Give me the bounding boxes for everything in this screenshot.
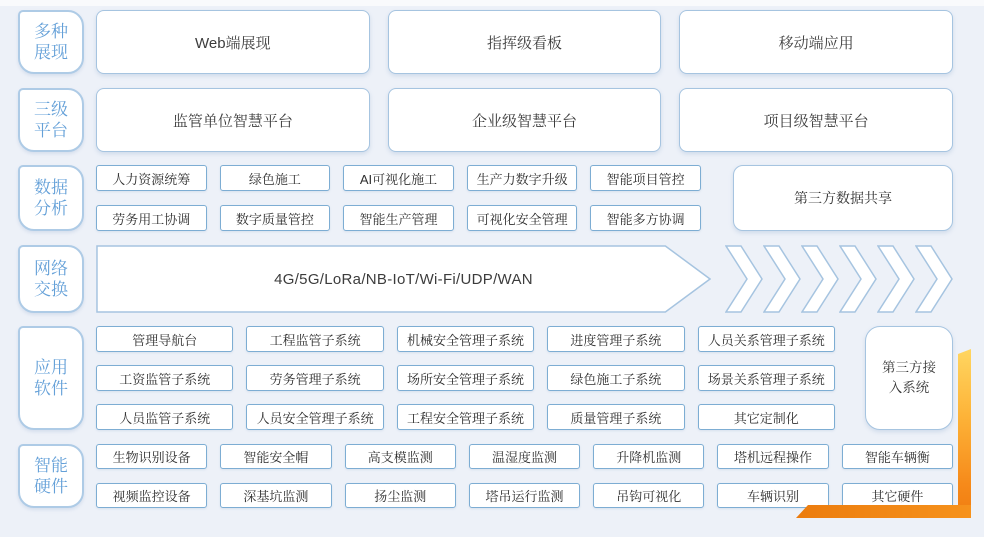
analysis-row-content — [96, 165, 953, 231]
hardware-device-item: 深基坑监测 — [220, 483, 331, 508]
row-label-data-analysis — [18, 165, 84, 231]
display-row-content — [96, 10, 953, 74]
software-subsystem-item: 绿色施工子系统 — [547, 365, 684, 391]
hardware-device-item: 智能安全帽 — [220, 444, 331, 469]
project-platform-box: 项目级智慧平台 — [679, 88, 953, 152]
row-label-text: 应用软件 — [34, 357, 68, 398]
row-label-multi-display — [18, 10, 84, 74]
highlight-bracket-horizontal — [796, 505, 971, 518]
hardware-device-item: 升降机监测 — [593, 444, 704, 469]
analysis-items-grid — [96, 165, 701, 231]
row-label-text: 网络交换 — [34, 258, 68, 299]
row-three-level-platform — [18, 88, 953, 152]
network-protocols-band — [96, 245, 711, 313]
analysis-capability-item: 智能项目管控 — [590, 165, 701, 191]
analysis-capability-item: 绿色施工 — [220, 165, 331, 191]
analysis-capability-item: 劳务用工协调 — [96, 205, 207, 231]
third-party-data-sharing-box: 第三方数据共享 — [733, 165, 953, 231]
web-display-box: Web端展现 — [96, 10, 370, 74]
hardware-items-grid — [96, 444, 953, 508]
row-network-exchange — [18, 245, 953, 313]
mobile-app-box: 移动端应用 — [679, 10, 953, 74]
hardware-row-content — [96, 444, 953, 508]
software-subsystem-item: 其它定制化 — [698, 404, 835, 430]
platform-row-content — [96, 88, 953, 152]
regulator-platform-box: 监管单位智慧平台 — [96, 88, 370, 152]
analysis-capability-item: 数字质量管控 — [220, 205, 331, 231]
software-subsystem-item: 工程安全管理子系统 — [397, 404, 534, 430]
hardware-device-item: 车辆识别 — [717, 483, 828, 508]
hardware-device-item: 塔机远程操作 — [717, 444, 828, 469]
chevron-right-icon — [763, 245, 801, 313]
third-party-access-text: 第三方接入系统 — [882, 359, 936, 395]
chevron-right-icon — [915, 245, 953, 313]
third-party-access-box — [865, 326, 953, 430]
software-row-content — [96, 326, 953, 430]
software-subsystem-item: 机械安全管理子系统 — [397, 326, 534, 352]
network-protocols-text: 4G/5G/LoRa/NB-IoT/Wi-Fi/UDP/WAN — [274, 270, 533, 288]
software-subsystem-item: 工资监管子系统 — [96, 365, 233, 391]
highlight-bracket-vertical — [958, 349, 971, 518]
hardware-device-item: 扬尘监测 — [345, 483, 456, 508]
row-multi-display — [18, 10, 953, 74]
row-intelligent-hardware — [18, 444, 953, 508]
network-row-content — [96, 245, 953, 313]
analysis-capability-item: AI可视化施工 — [343, 165, 454, 191]
row-label-network-exchange — [18, 245, 84, 313]
analysis-capability-item: 智能多方协调 — [590, 205, 701, 231]
analysis-capability-item: 智能生产管理 — [343, 205, 454, 231]
chevron-right-icon — [725, 245, 763, 313]
chevron-right-icon — [801, 245, 839, 313]
hardware-device-item: 塔吊运行监测 — [469, 483, 580, 508]
analysis-capability-item: 可视化安全管理 — [467, 205, 578, 231]
hardware-device-item: 其它硬件 — [842, 483, 953, 508]
hardware-device-item: 高支模监测 — [345, 444, 456, 469]
enterprise-platform-box: 企业级智慧平台 — [388, 88, 662, 152]
chevron-right-icon — [877, 245, 915, 313]
analysis-capability-item: 人力资源统筹 — [96, 165, 207, 191]
analysis-capability-item: 生产力数字升级 — [467, 165, 578, 191]
chevron-right-icon — [839, 245, 877, 313]
hardware-device-item: 视频监控设备 — [96, 483, 207, 508]
row-label-three-level-platform — [18, 88, 84, 152]
row-label-text: 多种展现 — [34, 21, 68, 62]
software-subsystem-item: 人员监管子系统 — [96, 404, 233, 430]
row-application-software — [18, 326, 953, 430]
hardware-device-item: 吊钩可视化 — [593, 483, 704, 508]
row-data-analysis — [18, 165, 953, 231]
software-subsystem-item: 劳务管理子系统 — [246, 365, 383, 391]
software-subsystem-item: 场景关系管理子系统 — [698, 365, 835, 391]
software-items-grid — [96, 326, 835, 430]
software-subsystem-item: 人员关系管理子系统 — [698, 326, 835, 352]
software-subsystem-item: 工程监管子系统 — [246, 326, 383, 352]
hardware-device-item: 温湿度监测 — [469, 444, 580, 469]
row-label-intelligent-hardware — [18, 444, 84, 508]
row-label-application-software — [18, 326, 84, 430]
row-label-text: 数据分析 — [34, 177, 68, 218]
command-dashboard-box: 指挥级看板 — [388, 10, 662, 74]
row-label-text: 三级平台 — [34, 99, 68, 140]
hardware-device-item: 智能车辆衡 — [842, 444, 953, 469]
software-subsystem-item: 场所安全管理子系统 — [397, 365, 534, 391]
chevron-arrows — [725, 245, 953, 313]
software-subsystem-item: 进度管理子系统 — [547, 326, 684, 352]
row-label-text: 智能硬件 — [34, 455, 68, 496]
software-subsystem-item: 质量管理子系统 — [547, 404, 684, 430]
software-subsystem-item: 人员安全管理子系统 — [246, 404, 383, 430]
hardware-device-item: 生物识别设备 — [96, 444, 207, 469]
software-subsystem-item: 管理导航台 — [96, 326, 233, 352]
